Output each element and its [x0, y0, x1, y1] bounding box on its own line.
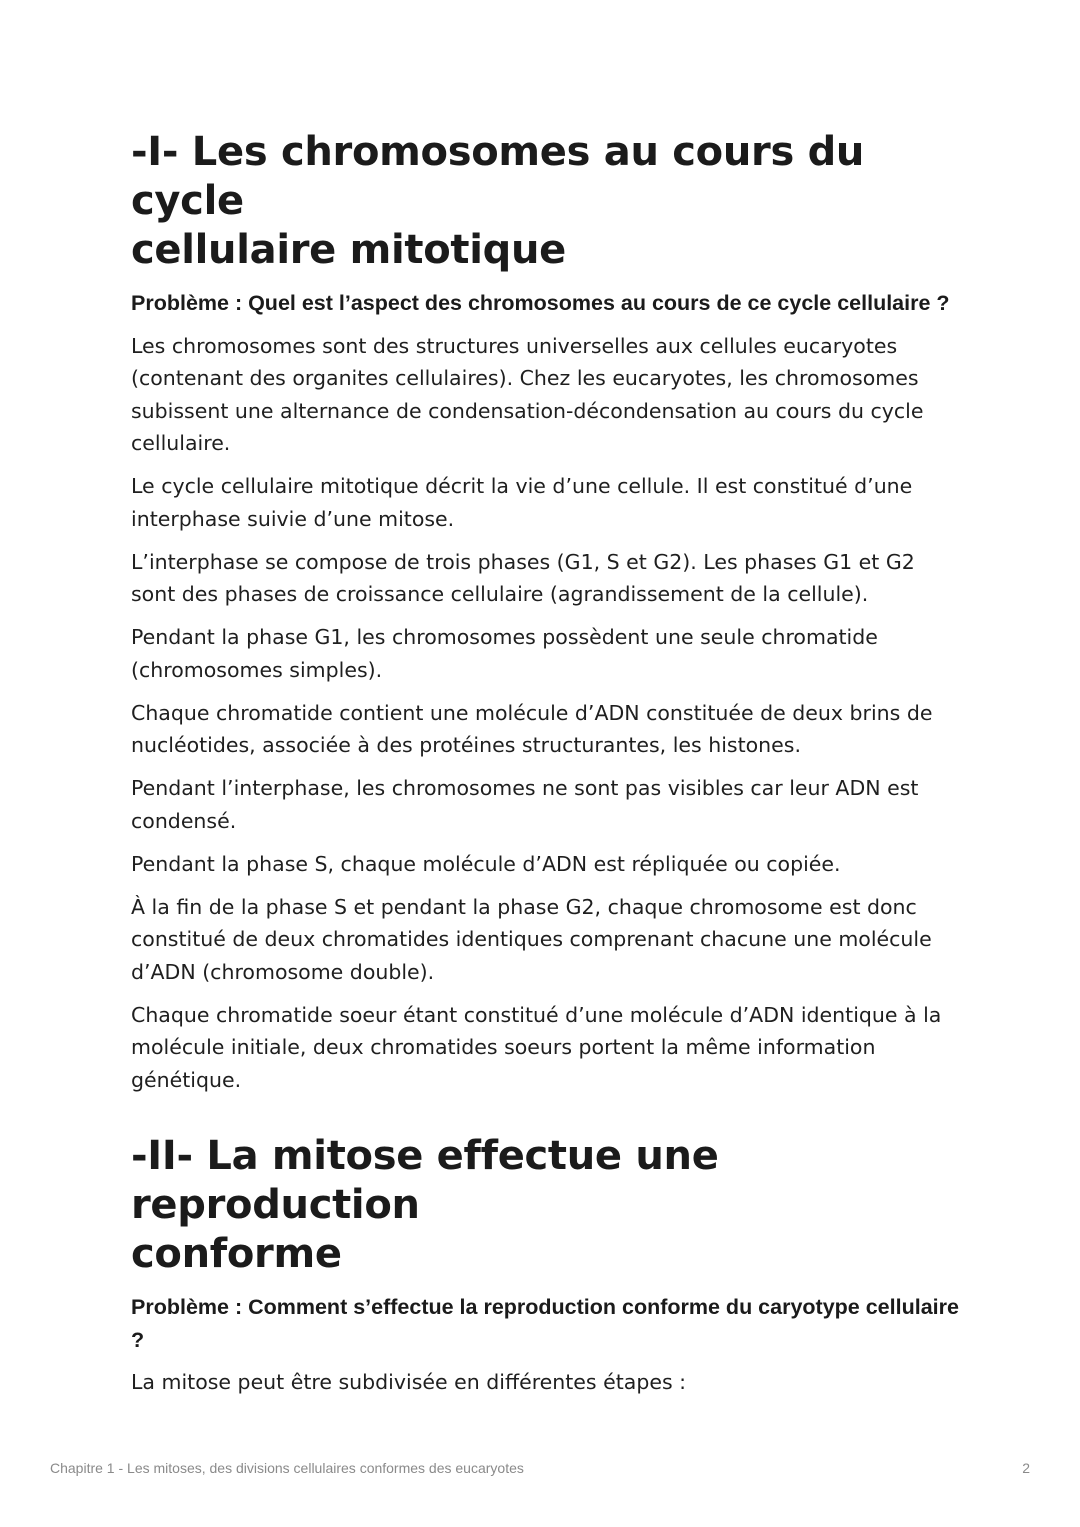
- paragraph: Chaque chromatide contient une molécule d’ADN constituée de deux brins de nucléotides, associée à des protéines structurantes, les histones.: [131, 700, 933, 757]
- paragraph: À la fin de la phase S et pendant la phase G2, chaque chromosome est donc constitué de deux chromatides identiques comprenant chacune une molécule d’ADN (chromosome double).: [131, 894, 932, 984]
- section-2-title-line-1: -II- La mitose effectue une reproduction: [131, 1133, 719, 1228]
- paragraph: Le cycle cellulaire mitotique décrit la vie d’une cellule. Il est constitué d’une interphase suivie d’une mitose.: [131, 474, 913, 531]
- section-1-title-line-1: -I- Les chromosomes au cours du cycle: [131, 129, 865, 224]
- paragraph: L’interphase se compose de trois phases (G1, S et G2). Les phases G1 et G2 sont des phases de croissance cellulaire (agrandissement de la cellule).: [131, 549, 915, 606]
- section-1-title: [131, 128, 961, 275]
- paragraph: Pendant l’interphase, les chromosomes ne sont pas visibles car leur ADN est condensé.: [131, 776, 919, 833]
- paragraph: Chaque chromatide soeur étant constitué d’une molécule d’ADN identique à la molécule initiale, deux chromatides soeurs portent la même information génétique.: [131, 1002, 942, 1092]
- section-2-title-line-2: conforme: [131, 1231, 342, 1277]
- section-1-problem: Problème : Quel est l’aspect des chromosomes au cours de ce cycle cellulaire ?: [131, 291, 950, 315]
- paragraph: Pendant la phase S, chaque molécule d’ADN est répliquée ou copiée.: [131, 851, 841, 876]
- section-2: [131, 1132, 961, 1399]
- section-2-problem: Problème : Comment s’effectue la reproduction conforme du caryotype cellulaire ?: [131, 1295, 959, 1352]
- paragraph: Pendant la phase G1, les chromosomes possèdent une seule chromatide (chromosomes simples).: [131, 625, 878, 682]
- page-content: [131, 128, 961, 1409]
- paragraph: Les chromosomes sont des structures universelles aux cellules eucaryotes (contenant des organites cellulaires). Chez les eucaryotes, les chromosomes subissent une alternance de condensation-décondensation au cours du cycle cellulaire.: [131, 333, 924, 455]
- footer-chapter-title: Chapitre 1 - Les mitoses, des divisions cellulaires conformes des eucaryotes: [50, 1460, 524, 1476]
- paragraph: La mitose peut être subdivisée en différentes étapes :: [131, 1370, 687, 1394]
- footer-page-number: 2: [1022, 1460, 1030, 1476]
- section-1: [131, 128, 961, 1096]
- section-2-title: [131, 1132, 961, 1279]
- section-1-title-line-2: cellulaire mitotique: [131, 227, 566, 273]
